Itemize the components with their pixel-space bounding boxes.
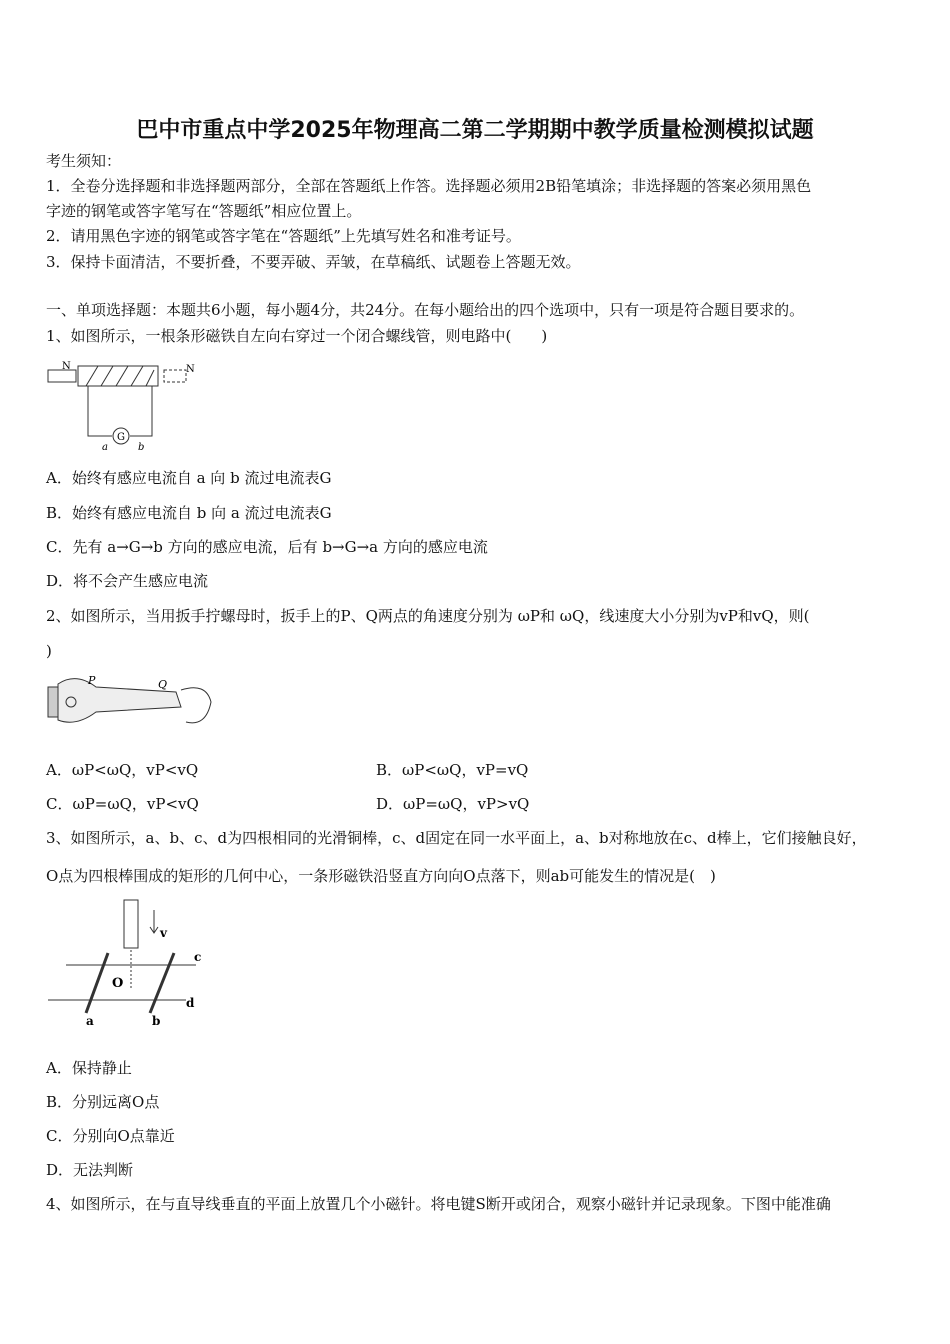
q3-option-b: B．分别远离O点 [46,1093,160,1111]
rod-d-label: d [186,996,195,1010]
q1-option-c: C．先有 a→G→b 方向的感应电流，后有 b→G→a 方向的感应电流 [46,538,488,556]
q2-option-d: D．ωP=ωQ，vP>vQ [376,795,530,813]
notice-item: 2．请用黑色字迹的钢笔或答字笔在“答题纸”上先填写姓名和准考证号。 [46,227,521,245]
q3-option-d: D．无法判断 [46,1161,134,1179]
section-heading: 一、单项选择题：本题共6小题，每小题4分，共24分。在每小题给出的四个选项中，只有一项是符合题目要求的。 [46,301,805,319]
point-q-label: Q [158,678,168,691]
rod-c-label: c [194,950,202,964]
q2-option-b: B．ωP<ωQ，vP=vQ [376,761,529,779]
notice-heading: 考生须知： [46,152,122,170]
magnet-n2-label: N [186,364,195,375]
point-a-label: a [102,442,108,453]
notice-item: 字迹的钢笔或答字笔写在“答题纸”相应位置上。 [46,202,362,220]
notice-item: 1．全卷分选择题和非选择题两部分，全部在答题纸上作答。选择题必须用2B铅笔填涂；非选择题的答案必须用黑色 [46,177,812,195]
q3-option-c: C．分别向O点靠近 [46,1127,175,1145]
point-p-label: P [88,674,96,687]
question-2-stem-end: ) [46,642,52,660]
q1-option-d: D．将不会产生感应电流 [46,572,209,590]
rod-a-label: a [86,1014,94,1028]
point-b-label: b [138,442,145,453]
page-title: 巴中市重点中学2025年物理高二第二学期期中教学质量检测模拟试题 [136,118,814,143]
velocity-label: v [160,926,167,940]
rod-b-label: b [152,1014,161,1028]
copper-rods-figure [46,895,216,1030]
solenoid-figure [46,360,196,455]
question-2-stem: 2、如图所示，当用扳手拧螺母时，扳手上的P、Q两点的角速度分别为 ωP和 ωQ，线速度大小分别为vP和vQ，则( [46,607,810,625]
notice-item: 3．保持卡面清洁，不要折叠，不要弄破、弄皱，在草稿纸、试题卷上答题无效。 [46,253,581,271]
question-3-stem-end: O点为四根棒围成的矩形的几何中心，一条形磁铁沿竖直方向向O点落下，则ab可能发生的情况是( ) [46,867,716,885]
q1-option-a: A．始终有感应电流自 a 向 b 流过电流表G [46,469,332,487]
q2-option-a: A．ωP<ωQ，vP<vQ [46,761,199,779]
q1-option-b: B．始终有感应电流自 b 向 a 流过电流表G [46,504,332,522]
q3-option-a: A．保持静止 [46,1059,132,1077]
galvanometer-label: G [117,432,125,443]
wrench-figure [46,672,216,742]
magnet-n-label: N [62,361,71,372]
center-o-label: O [112,976,124,991]
question-4-stem: 4、如图所示，在与直导线垂直的平面上放置几个小磁针。将电键S断开或闭合，观察小磁针并记录现象。下图中能准确 [46,1195,831,1213]
question-1-stem: 1、如图所示，一根条形磁铁自左向右穿过一个闭合螺线管，则电路中( ) [46,327,548,345]
question-3-stem: 3、如图所示，a、b、c、d为四根相同的光滑铜棒，c、d固定在同一水平面上，a、b对称地放在c、d棒上，它们接触良好， [46,829,867,847]
q2-option-c: C．ωP=ωQ，vP<vQ [46,795,199,813]
